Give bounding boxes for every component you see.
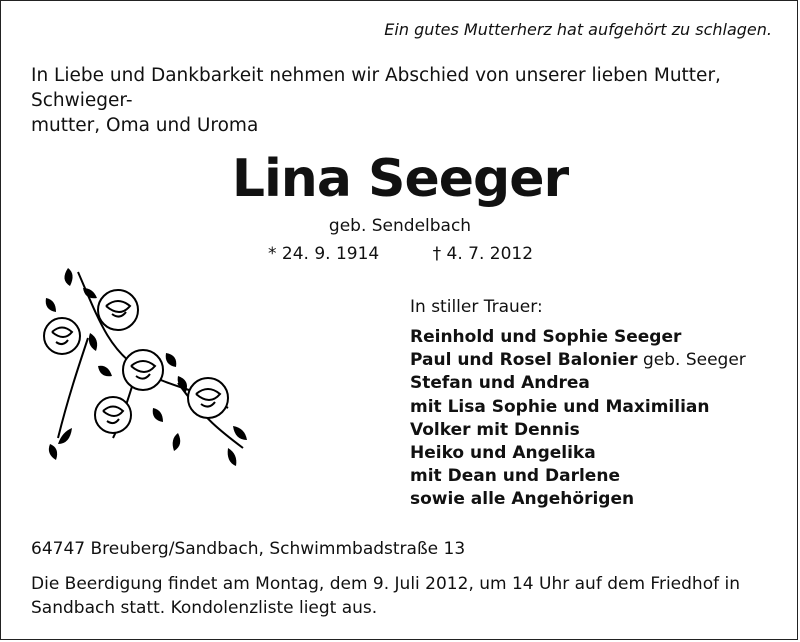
mourner-row (410, 419, 746, 442)
mourner-row (410, 488, 746, 511)
mourner-name: mit Dean und Darlene (410, 466, 620, 487)
motto: Ein gutes Mutterherz hat aufgehört zu schlagen. (384, 20, 772, 39)
funeral-line-1: Die Beerdigung findet am Montag, dem 9. Juli 2012, um 14 Uhr auf dem Friedhof in (31, 574, 740, 594)
rose-branch-icon (28, 258, 258, 472)
life-dates (268, 244, 533, 264)
mourner-row (410, 442, 746, 465)
mourner-suffix: geb. Seeger (637, 350, 746, 371)
death-date: † 4. 7. 2012 (432, 244, 534, 264)
address: 64747 Breuberg/Sandbach, Schwimmbadstraße 13 (31, 539, 466, 559)
mourner-name: mit Lisa Sophie und Maximilian (410, 396, 710, 417)
mourner-row (410, 326, 746, 349)
mourner-name: sowie alle Angehörigen (410, 489, 635, 510)
mourner-name: Reinhold und Sophie Seeger (410, 327, 682, 347)
mourner-name: Heiko und Angelika (410, 443, 596, 464)
mourner-row (410, 396, 746, 419)
intro-line-1: In Liebe und Dankbarkeit nehmen wir Abschied von unserer lieben Mutter, Schwieger- (31, 65, 721, 111)
mourning-label: In stiller Trauer: (410, 297, 543, 317)
mourner-row (410, 465, 746, 488)
funeral-info (31, 572, 776, 620)
deceased-name: Lina Seeger (231, 149, 569, 209)
birth-name: geb. Sendelbach (328, 216, 472, 236)
mourner-name: Paul und Rosel Balonier (410, 350, 638, 371)
mourner-row (410, 349, 746, 372)
mourner-name: Volker mit Dennis (410, 419, 580, 440)
intro-line-2: mutter, Oma und Uroma (31, 115, 259, 136)
mourners-list (410, 326, 746, 512)
mourner-name: Stefan und Andrea (410, 373, 590, 394)
birth-date: * 24. 9. 1914 (268, 244, 380, 264)
mourner-row (410, 372, 746, 395)
funeral-line-2: Sandbach statt. Kondolenzliste liegt aus. (31, 598, 378, 618)
intro-text (31, 63, 776, 138)
